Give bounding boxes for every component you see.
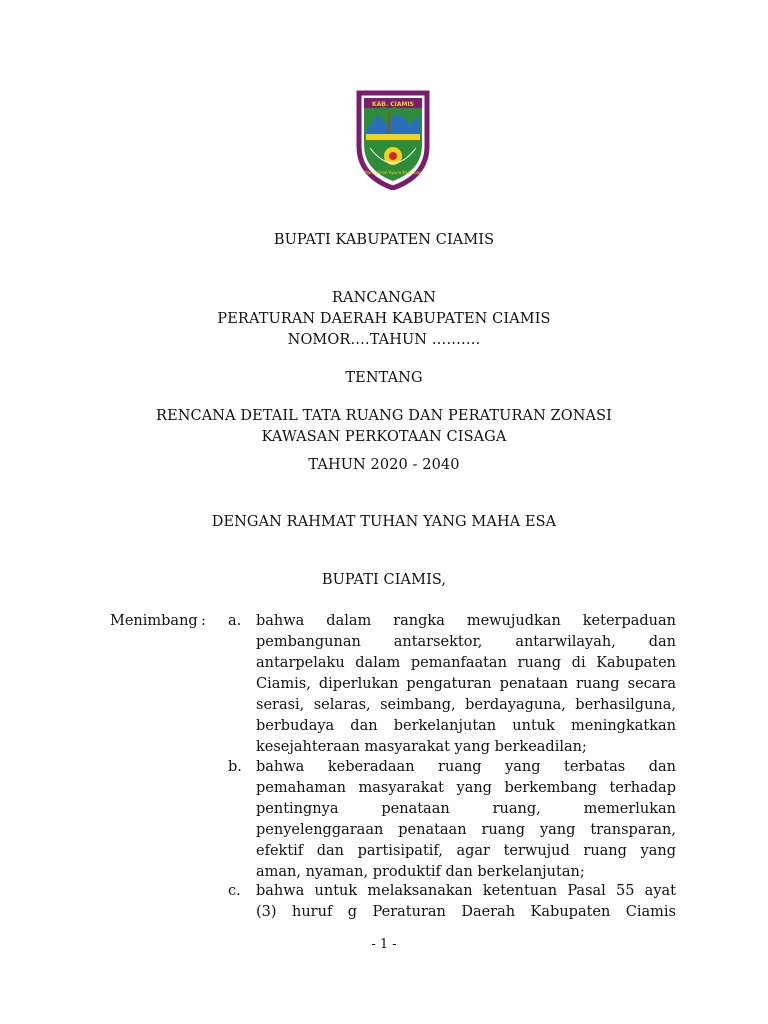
issuer-heading: BUPATI KABUPATEN CIAMIS [273,232,495,248]
item-text-c [256,881,676,923]
item-line: antarpelaku dalam pemanfaatan ruang di Kabupaten [256,655,676,671]
menimbang-colon: : [201,613,206,629]
regulation-number: NOMOR….TAHUN ………. [287,332,481,348]
item-line: penyelenggaraan penataan ruang yang transparan, [256,822,676,838]
item-text-a [256,611,676,758]
item-line: pemahaman masyarakat yang berkembang terhadap [256,780,676,796]
item-line: bahwa keberadaan ruang yang terbatas dan [256,759,676,775]
item-line: pembangunan antarsektor, antarwilayah, dan [256,634,676,650]
item-line: berbudaya dan berkelanjutan untuk meningkatkan [256,718,676,734]
subject-line-2: KAWASAN PERKOTAAN CISAGA [261,429,507,445]
item-line: efektif dan partisipatif, agar terwujud ruang yang [256,843,676,859]
regulation-title: PERATURAN DAERAH KABUPATEN CIAMIS [217,311,551,327]
item-line: bahwa untuk melaksanakan ketentuan Pasal 55 ayat [256,883,676,899]
item-line: kesejahteraan masyarakat yang berkeadilan; [256,739,587,755]
item-line: bahwa dalam rangka mewujudkan keterpaduan [256,613,676,629]
regency-crest [356,90,430,190]
item-text-b [256,757,676,883]
item-letter-a: a. [228,613,242,629]
blessing-heading: DENGAN RAHMAT TUHAN YANG MAHA ESA [211,514,557,530]
item-letter-b: b. [228,759,242,775]
svg-text:KAB. CIAMIS: KAB. CIAMIS [371,101,415,108]
page-number: - 1 - [371,937,397,952]
period-heading: TAHUN 2020 - 2040 [308,457,460,473]
item-letter-c: c. [228,883,241,899]
item-line: (3) huruf g Peraturan Daerah Kabupaten Ciamis [256,904,676,920]
draft-label: RANCANGAN [332,290,436,306]
item-line: serasi, selaras, seimbang, berdayaguna, berhasilguna, [256,697,676,713]
item-line: pentingnya penataan ruang, memerlukan [256,801,676,817]
about-heading: TENTANG [345,370,423,386]
authority-heading: BUPATI CIAMIS, [321,572,447,588]
ciamis-crest-icon [356,90,430,190]
menimbang-label: Menimbang [110,613,198,629]
item-line: Ciamis, diperlukan pengaturan penataan ruang secara [256,676,676,692]
subject-line-1: RENCANA DETAIL TATA RUANG DAN PERATURAN ZONASI [156,408,612,424]
item-line: aman, nyaman, produktif dan berkelanjutan; [256,864,585,880]
svg-text:Mahayunan Ayuna Kadatuan: Mahayunan Ayuna Kadatuan [364,170,422,175]
